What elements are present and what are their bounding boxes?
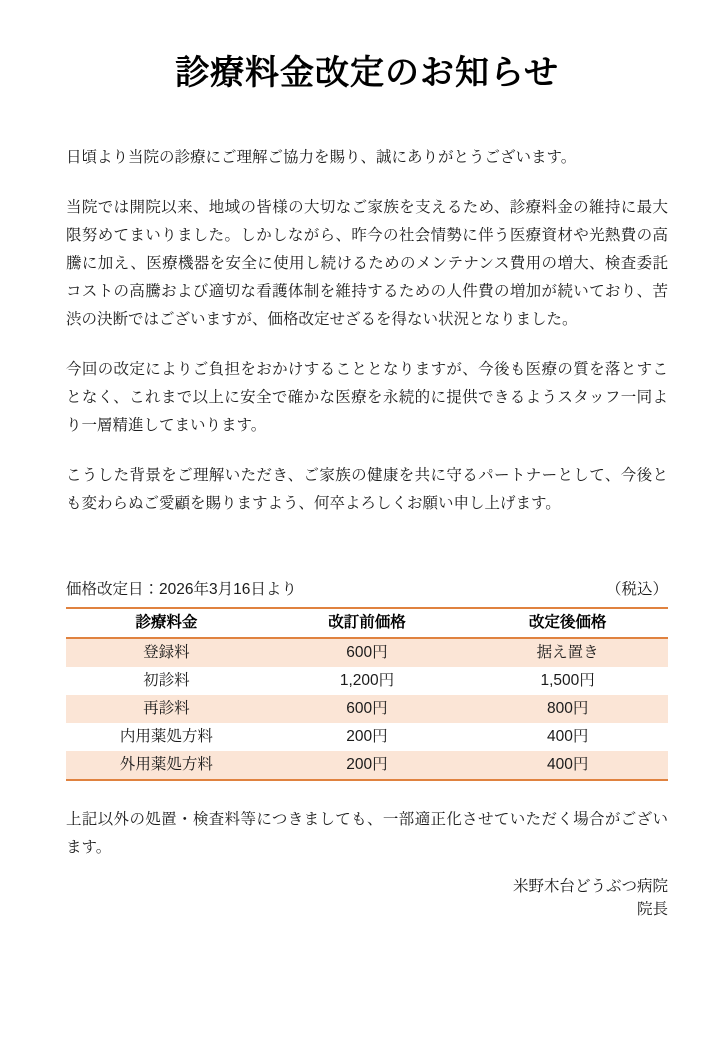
col-header-old-price: 改訂前価格 [267,608,468,638]
request-paragraph: こうした背景をご理解いただき、ご家族の健康を共に守るパートナーとして、今後とも変わらぬご愛顧を賜りますよう、何卒よろしくお願い申し上げます。 [66,466,668,512]
fee-name-cell: 再診料 [143,699,190,717]
table-row-revisit [66,695,668,723]
col-header-fee-name: 診療料金 [66,608,267,638]
fee-name-cell: 登録料 [143,643,190,661]
old-price-cell: 200円 [346,727,388,745]
document-content [0,50,720,921]
old-price-cell: 600円 [346,699,388,717]
page-title: 診療料金改定のお知らせ [175,54,559,92]
old-price-cell: 200円 [346,755,388,773]
old-price-cell: 1,200円 [339,671,395,689]
footnote: 上記以外の処置・検査料等につきましても、一部適正化させていただく場合がございます。 [66,810,668,856]
revision-date-label: 価格改定日：2026年3月16日より [66,580,297,598]
old-price-cell: 600円 [346,643,388,661]
table-row-external-medicine [66,751,668,780]
new-price-cell: 400円 [546,727,589,745]
price-table-body [66,638,668,780]
table-row-internal-medicine [66,723,668,751]
background-paragraph: 当院では開院以来、地域の皆様の大切なご家族を支えるため、診療料金の維持に最大限努めてまいりました。しかしながら、昨今の社会情勢に伴う医療資材や光熱費の高騰に加え、医療機器を安全に使用し続けるためのメンテナンス費用の増大、検査委託コストの高騰および適切な看護体制を維持するための人件費の増加が続いており、苦渋の決断ではございますが、価格改定せざるを得ない状況となりました。 [66,198,668,328]
hospital-name: 米野木台どうぶつ病院 [512,877,668,895]
price-table [66,607,668,781]
price-table-header [66,608,668,638]
revision-date-row [66,578,668,602]
director-title: 院長 [636,900,668,918]
col-header-new-price: 改定後価格 [467,608,668,638]
signature-block [66,875,668,921]
fee-name-cell: 外用薬処方料 [119,755,213,773]
new-price-cell: 据え置き [536,643,599,661]
header-row [66,608,668,638]
table-row-registration [66,638,668,667]
new-price-cell: 400円 [546,755,589,773]
fee-name-cell: 初診料 [143,671,190,689]
tax-included-note: （税込） [605,580,668,598]
new-price-cell: 800円 [546,699,589,717]
table-row-first-visit [66,667,668,695]
fee-name-cell: 内用薬処方料 [119,727,213,745]
commitment-paragraph: 今回の改定によりご負担をおかけすることとなりますが、今後も医療の質を落とすことなく、これまで以上に安全で確かな医療を永続的に提供できるようスタッフ一同より一層精進してまいります。 [66,360,668,434]
new-price-cell: 1,500円 [540,671,595,689]
greeting-paragraph: 日頃より当院の診療にご理解ご協力を賜り、誠にありがとうございます。 [66,148,577,166]
